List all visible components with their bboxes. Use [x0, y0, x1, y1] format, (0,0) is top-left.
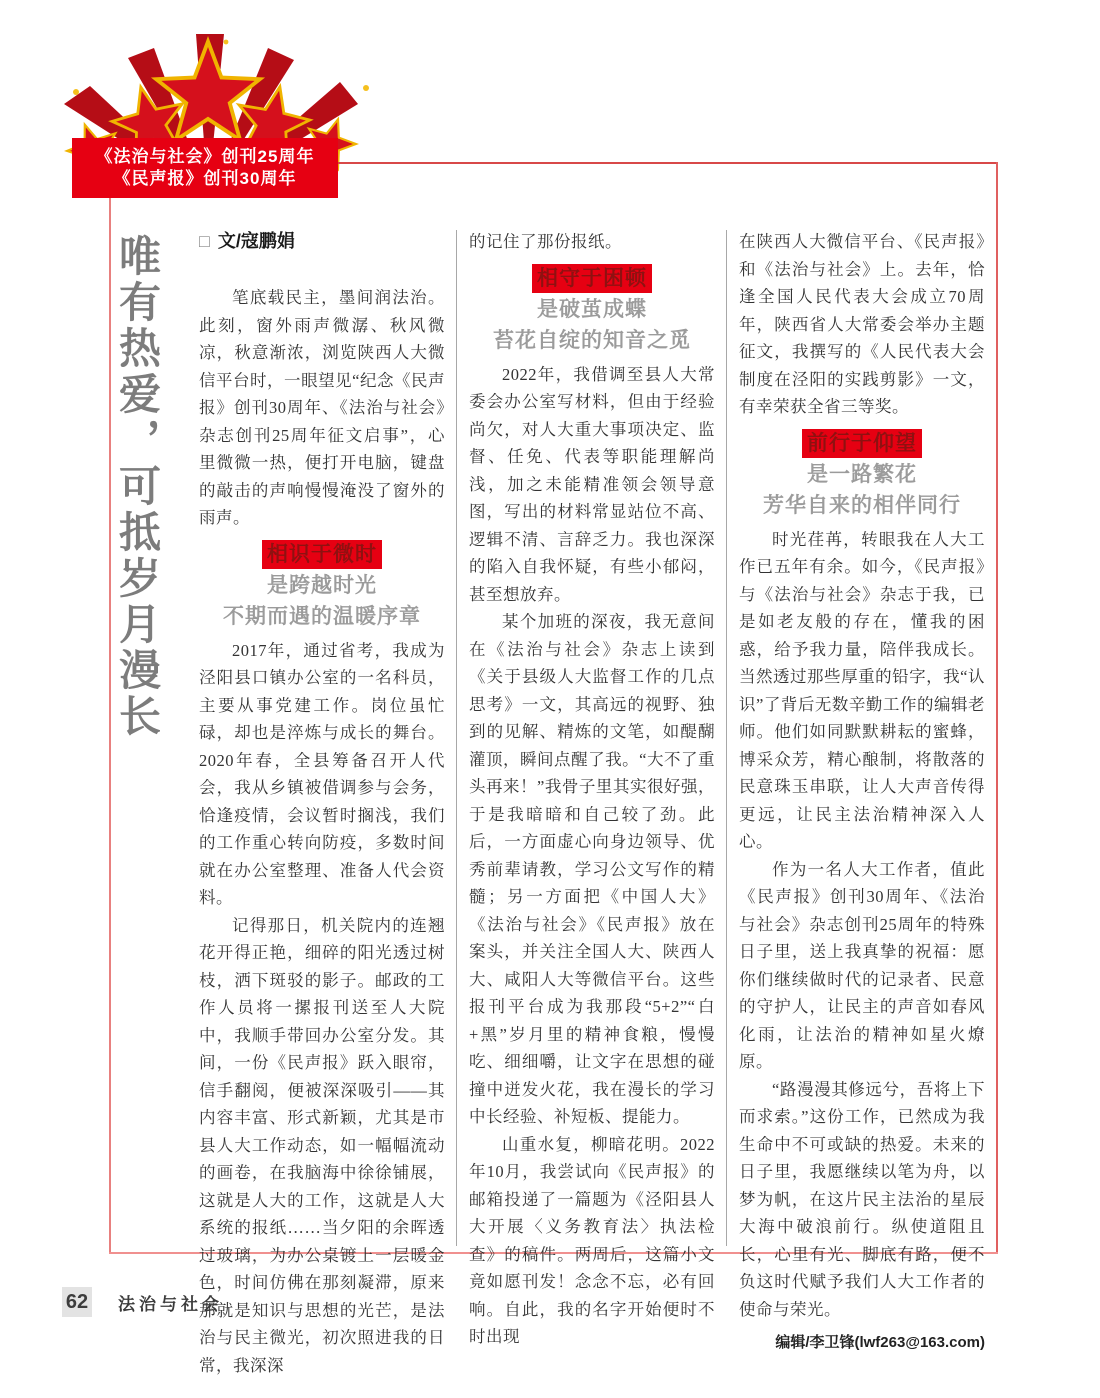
anniversary-banner	[72, 138, 338, 198]
page-footer	[62, 1287, 223, 1317]
paragraph: 的记住了那份报纸。	[469, 232, 622, 251]
section-subtitle: 是一路繁花	[807, 462, 917, 486]
banner-line-1: 《法治与社会》创刊25周年	[95, 147, 315, 166]
byline-square-icon: □	[199, 231, 210, 251]
magazine-name: 法治与社会	[118, 1294, 223, 1314]
paragraph: 在陕西人大微信平台、《民声报》和《法治与社会》上。去年，恰逢全国人民代表大会成立70周年，陕西省人大常委会举办主题征文，我撰写的《人民代表大会制度在泾阳的实践剪影》一文，有幸荣获全省三等奖。	[739, 232, 985, 416]
article-title-vertical: 唯有热爱，可抵岁月漫长	[114, 234, 161, 740]
paragraph: 笔底载民主，墨间润法治。此刻，窗外雨声微潺、秋风微凉，秋意渐浓，浏览陕西人大微信平台时，一眼望见“纪念《民声报》创刊30周年、《法治与社会》杂志创刊25周年征文启事”，心里微微一热，便打开电脑，键盘的敲击的声响慢慢淹没了窗外的雨声。	[199, 288, 445, 527]
section-subtitle: 苔花自绽的知音之觅	[493, 328, 691, 352]
section-subtitle: 不期而遇的温暖序章	[223, 604, 421, 628]
paragraph: 时光荏苒，转眼我在人大工作已五年有余。如今，《民声报》与《法治与社会》杂志于我，已是如老友般的存在，懂我的困惑，给予我力量，陪伴我成长。当然透过那些厚重的铅字，我“认识”了背后无数辛勤工作的编辑老师。他们如同默默耕耘的蜜蜂，博采众芳，精心酿制，将散落的民意珠玉串联，让人大声音传得更远，让民主法治精神深入人心。	[739, 529, 985, 851]
paragraph: 山重水复，柳暗花明。2022年10月，我尝试向《民声报》的邮箱投递了一篇题为《泾阳县人大开展〈义务教育法〉执法检查》的稿件。两周后，这篇小文竟如愿刊发！念念不忘，必有回响。自此，我的名字开始便时不时出现	[469, 1134, 715, 1346]
section-subtitle: 是破茧成蝶	[537, 297, 647, 321]
column-separator-1	[456, 230, 457, 1246]
page-number: 62	[62, 1287, 92, 1317]
frame-line-top	[338, 162, 998, 164]
section-heading-2: 相守于困顿	[469, 264, 715, 293]
banner-line-2: 《民声报》创刊30周年	[113, 169, 297, 188]
paragraph: “路漫漫其修远兮，吾将上下而求索。”这份工作，已然成为我生命中不可或缺的热爱。未来的日子里，我愿继续以笔为舟，以梦为帆，在这片民主法治的星辰大海中破浪前行。纵使道阻且长，心里有光、脚底有路，便不负这时代赋予我们人大工作者的使命与荣光。	[739, 1079, 985, 1319]
column-separator-2	[726, 230, 727, 1246]
paragraph: 2017年，通过省考，我成为泾阳县口镇办公室的一名科员，主要从事党建工作。岗位虽忙碌，却也是淬炼与成长的舞台。2020年春，全县筹备召开人代会，我从乡镇被借调参与会务，恰逢疫情，会议暂时搁浅，我们的工作重心转向防疫，多数时间就在办公室整理、准备人代会资料。	[199, 640, 445, 907]
text-column-3	[739, 228, 985, 1355]
paragraph: 记得那日，机关院内的连翘花开得正艳，细碎的阳光透过树枝，洒下斑驳的影子。邮政的工作人员将一摞报刊送至人大院中，我顺手带回办公室分发。其间，一份《民声报》跃入眼帘，信手翻阅，便被深深吸引——其内容丰富、形式新颖，尤其是市县人大工作动态，如一幅幅流动的画卷，在我脑海中徐徐铺展，这就是人大的工作，这就是人大系统的报纸……当夕阳的余晖透过玻璃，为办公桌镀上一层暖金色，时间仿佛在那刻凝滞，原来那就是知识与思想的光芒，是法治与民主微光，初次照进我的日常，我深深	[199, 915, 445, 1375]
frame-line-right	[996, 162, 998, 1254]
paragraph: 作为一名人大工作者，值此《民声报》创刊30周年、《法治与社会》杂志创刊25周年的特殊日子里，送上我真挚的祝福：愿你们继续做时代的记录者、民意的守护人，让民主的声音如春风化雨，让法治的精神如星火燎原。	[739, 859, 985, 1071]
section-subtitle: 是跨越时光	[267, 573, 377, 597]
byline	[199, 228, 445, 254]
text-column-1	[199, 228, 445, 1379]
paragraph: 2022年，我借调至县人大常委会办公室写材料，但由于经验尚欠，对人大重大事项决定、监督、任免、代表等职能理解尚浅，加之未能精准领会领导意图，写出的材料常显站位不高、逻辑不清、言辞乏力。我也深深的陷入自我怀疑，有些小郁闷，甚至想放弃。	[469, 364, 715, 604]
section-heading-1: 相识于微时	[199, 540, 445, 569]
frame-line-left	[109, 198, 111, 1254]
editor-credit: 编辑/李卫锋(lwf263@163.com)	[739, 1331, 985, 1355]
paragraph: 某个加班的深夜，我无意间在《法治与社会》杂志上读到《关于县级人大监督工作的几点思考》一文，其高远的视野、独到的见解、精炼的文笔，如醍醐灌顶，瞬间点醒了我。“大不了重头再来！”我骨子里其实很好强，于是我暗暗和自己较了劲。此后，一方面虚心向身边领导、优秀前辈请教，学习公文写作的精髓；另一方面把《中国人大》《法治与社会》《民声报》放在案头，并关注全国人大、陕西人大、咸阳人大等微信平台。这些报刊平台成为我那段“5+2”“白+黑”岁月里的精神食粮，慢慢吃、细细嚼，让文字在思想的碰撞中迸发火花，我在漫长的学习中长经验、补短板、提能力。	[469, 612, 715, 1126]
text-column-2	[469, 228, 715, 1351]
section-subtitle: 芳华自来的相伴同行	[763, 493, 961, 517]
section-heading-3: 前行于仰望	[739, 429, 985, 458]
byline-author: 文/寇鹏娟	[217, 231, 295, 251]
